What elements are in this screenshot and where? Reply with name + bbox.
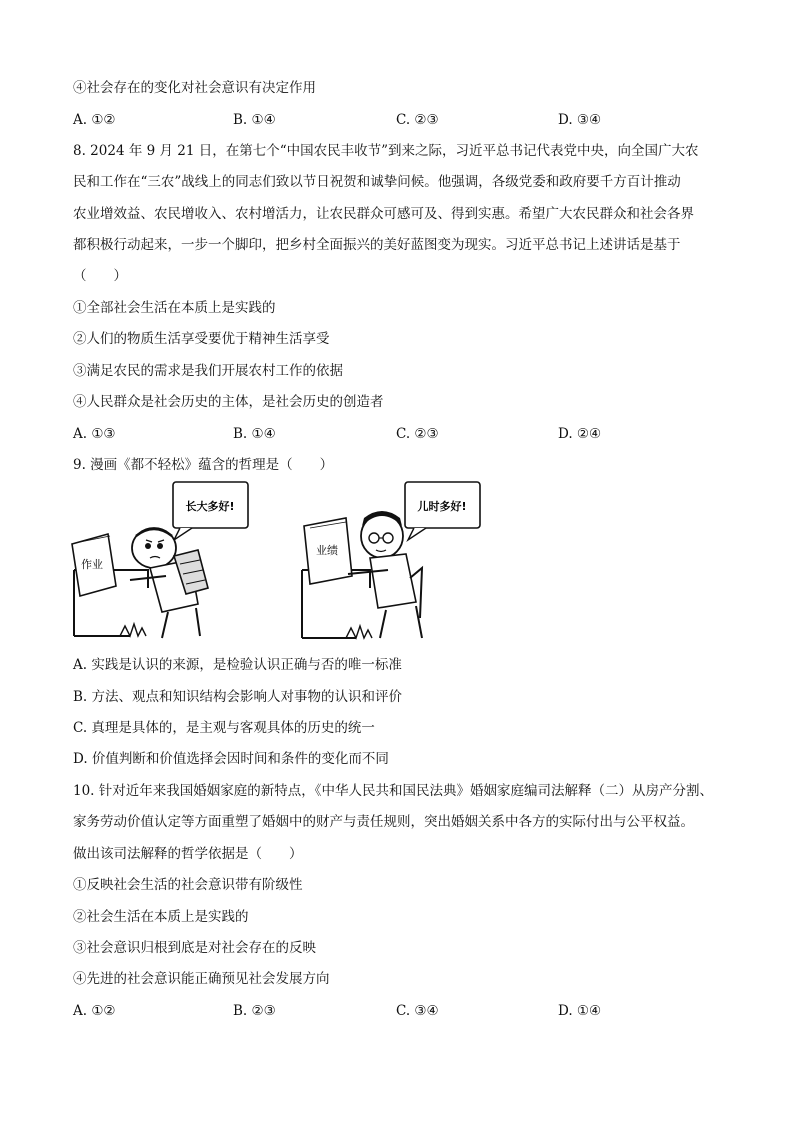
q7-option-b[interactable]: B. ①④ bbox=[233, 112, 276, 128]
q7-option-a[interactable]: A. ①② bbox=[73, 112, 116, 128]
q8-option-b[interactable]: B. ①④ bbox=[233, 426, 276, 442]
q8-options bbox=[73, 424, 723, 444]
q10-stem-line-1: 10. 针对近年来我国婚姻家庭的新特点，《中华人民共和国民法典》婚姻家庭编司法解释（二）从房产分割、 bbox=[73, 783, 714, 799]
left-bubble-text: 长大多好! bbox=[185, 500, 235, 513]
q8-stem-line-3: 农业增效益、农民增收入、农村增活力，让农民群众可感可及、得到实惠。希望广大农民群众和社会各界 bbox=[73, 206, 694, 222]
q10-statement-3: ③社会意识归根到底是对社会存在的反映 bbox=[73, 940, 316, 956]
q10-statement-4: ④先进的社会意识能正确预见社会发展方向 bbox=[73, 971, 330, 987]
q9-option-b[interactable]: B. 方法、观点和知识结构会影响人对事物的认识和评价 bbox=[73, 689, 403, 705]
q10-option-a[interactable]: A. ①② bbox=[73, 1003, 116, 1019]
q7-statement-4: ④社会存在的变化对社会意识有决定作用 bbox=[73, 80, 316, 96]
q8-option-c[interactable]: C. ②③ bbox=[396, 426, 439, 442]
q8-option-a[interactable]: A. ①③ bbox=[73, 426, 116, 442]
q10-option-b[interactable]: B. ②③ bbox=[233, 1003, 276, 1019]
q8-statement-4: ④人民群众是社会历史的主体，是社会历史的创造者 bbox=[73, 394, 384, 410]
q10-options bbox=[73, 1001, 723, 1021]
cartoon-right-panel bbox=[302, 482, 480, 638]
q10-statement-2: ②社会生活在本质上是实践的 bbox=[73, 909, 249, 925]
q7-option-d[interactable]: D. ③④ bbox=[558, 112, 602, 128]
q8-statement-1: ①全部社会生活在本质上是实践的 bbox=[73, 300, 276, 316]
q9-cartoon bbox=[70, 478, 467, 648]
q8-statement-3: ③满足农民的需求是我们开展农村工作的依据 bbox=[73, 363, 343, 379]
right-book-text: 业绩 bbox=[316, 544, 338, 557]
q9-option-d[interactable]: D. 价值判断和价值选择会因时间和条件的变化而不同 bbox=[73, 751, 389, 767]
q10-statement-1: ①反映社会生活的社会意识带有阶级性 bbox=[73, 877, 303, 893]
q10-option-c[interactable]: C. ③④ bbox=[396, 1003, 439, 1019]
q8-stem-line-5: （ ） bbox=[73, 268, 127, 284]
q8-stem-line-4: 都积极行动起来，一步一个脚印，把乡村全面振兴的美好蓝图变为现实。习近平总书记上述讲话是基于 bbox=[73, 237, 681, 253]
left-book-text: 作业 bbox=[81, 558, 103, 571]
cartoon-left-panel bbox=[72, 482, 248, 638]
q9-option-c[interactable]: C. 真理是具体的，是主观与客观具体的历史的统一 bbox=[73, 720, 375, 736]
q9-stem: 9. 漫画《都不轻松》蕴含的哲理是（ ） bbox=[73, 457, 334, 473]
q9-option-a[interactable]: A. 实践是认识的来源，是检验认识正确与否的唯一标准 bbox=[73, 657, 402, 673]
q8-option-d[interactable]: D. ②④ bbox=[558, 426, 602, 442]
q7-options bbox=[73, 110, 723, 130]
q8-statement-2: ②人们的物质生活享受要优于精神生活享受 bbox=[73, 331, 330, 347]
q8-stem-line-1: 8. 2024 年 9 月 21 日，在第七个“中国农民丰收节”到来之际，习近平总书记代表党中央，向全国广大农 bbox=[73, 143, 699, 159]
q7-option-c[interactable]: C. ②③ bbox=[396, 112, 439, 128]
right-bubble-text: 儿时多好! bbox=[417, 500, 467, 513]
q8-stem-line-2: 民和工作在“三农”战线上的同志们致以节日祝贺和诚挚问候。他强调，各级党委和政府要千方百计推动 bbox=[73, 174, 681, 190]
q10-option-d[interactable]: D. ①④ bbox=[558, 1003, 602, 1019]
q10-stem-line-2: 家务劳动价值认定等方面重塑了婚姻中的财产与责任规则，突出婚姻关系中各方的实际付出与公平权益。 bbox=[73, 814, 694, 830]
q10-stem-line-3: 做出该司法解释的哲学依据是（ ） bbox=[73, 846, 303, 862]
